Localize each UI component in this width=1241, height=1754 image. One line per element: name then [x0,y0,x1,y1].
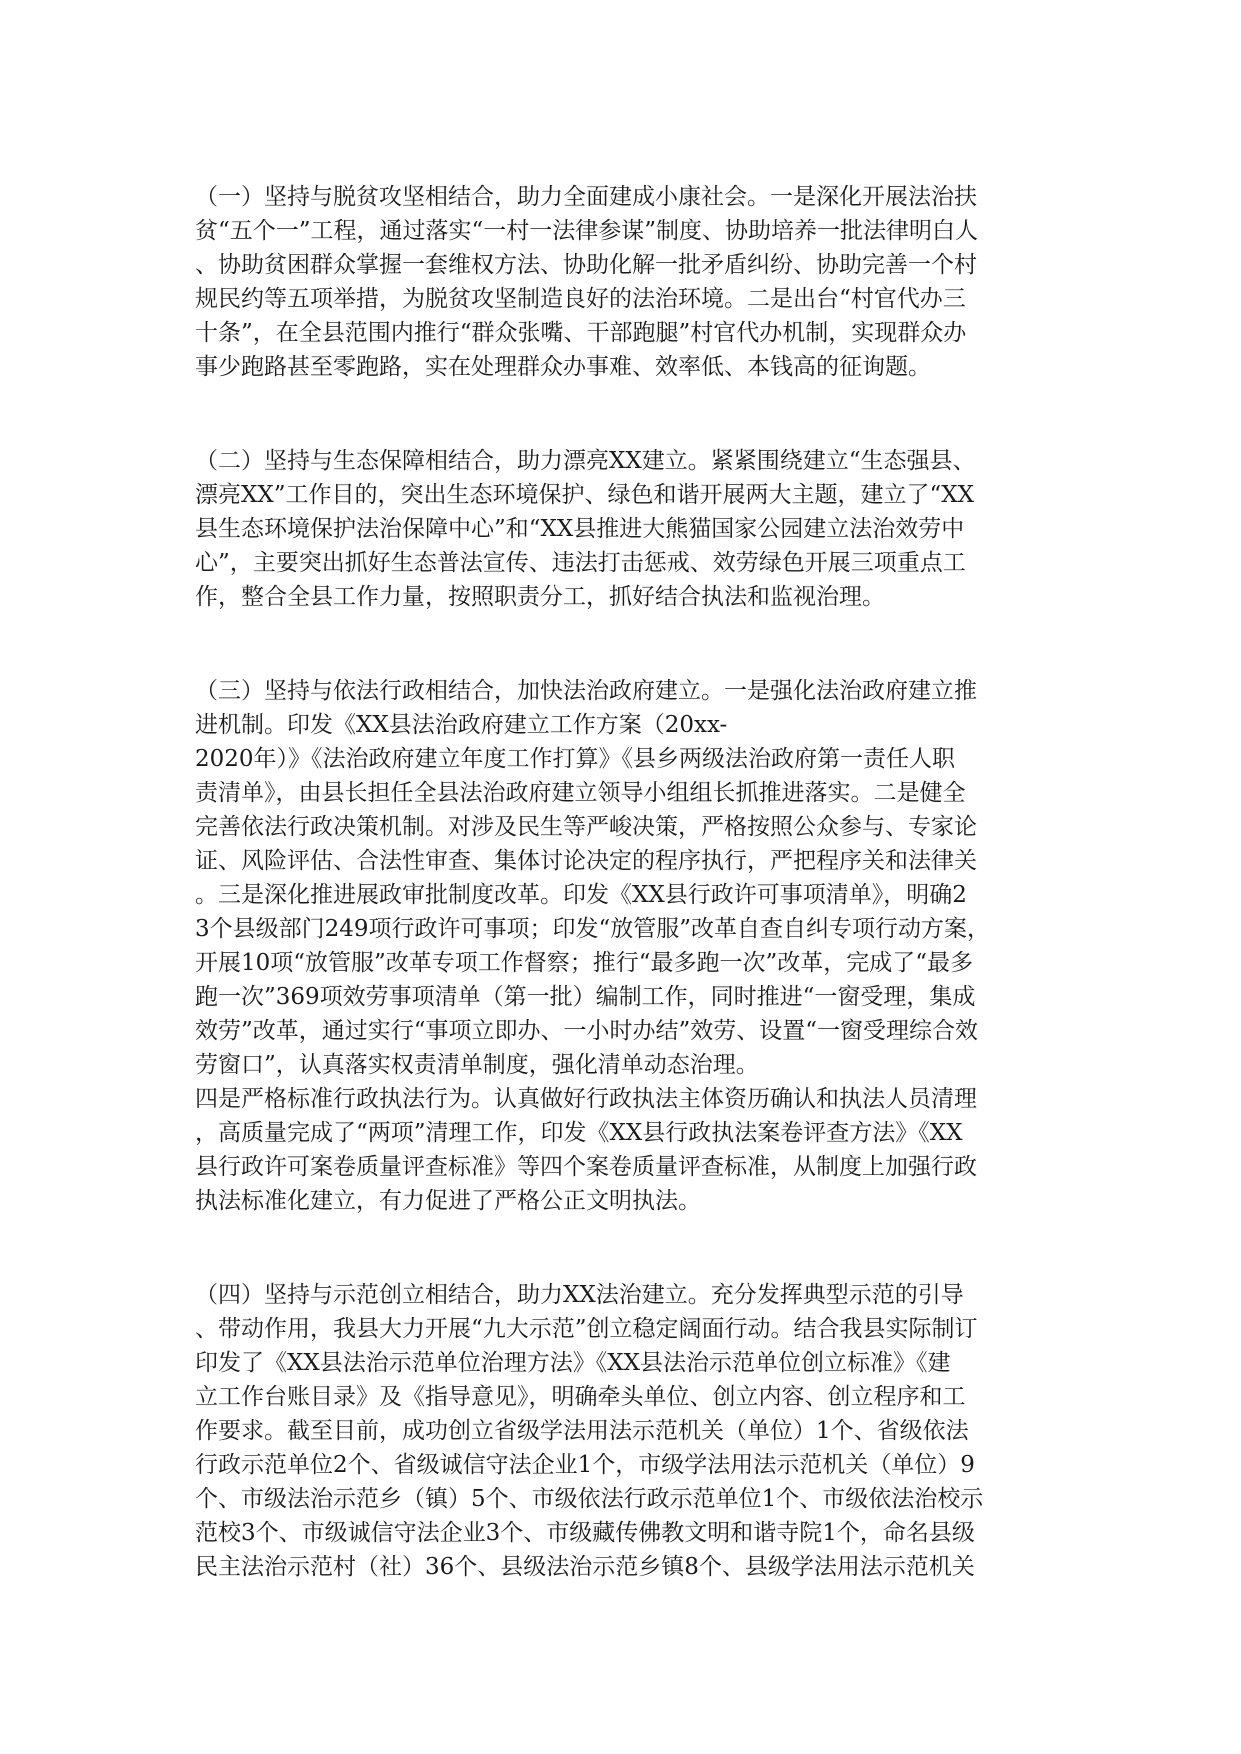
text-line: 劳窗口”，认真落实权责清单制度，强化清单动态治理。 [195,1052,759,1078]
text-line: 漂亮XX”工作目的，突出生态环境保护、绿色和谐开展两大主题，建立了“XX [195,482,975,508]
text-line: 3个县级部门249项行政许可事项；印发“放管服”改革自查自纠专项行动方案， [195,916,991,942]
text-line: 县生态环境保护法治保障中心”和“XX县推进大熊猫国家公园建立法治效劳中 [195,516,965,542]
text-line: 事少跑路甚至零跑路，实在处理群众办事难、效率低、本钱高的征询题。 [195,354,931,380]
text-line: 县行政许可案卷质量评查标准》等四个案卷质量评查标准，从制度上加强行政 [195,1154,977,1180]
paragraph-poverty-alleviation [195,180,1060,384]
text-line: 规民约等五项举措，为脱贫攻坚制造良好的法治环境。二是出台“村官代办三 [195,286,966,312]
text-line: 、协助贫困群众掌握一套维权方法、协助化解一批矛盾纠纷、协助完善一个村 [195,252,977,278]
text-line: 立工作台账目录》及《指导意见》，明确牵头单位、创立内容、创立程序和工 [195,1384,966,1410]
paragraph-demonstration [195,1278,1060,1584]
text-line: 2020年）》《法治政府建立年度工作打算》《县乡两级法治政府第一责任人职 [195,746,956,772]
paragraph-administration [195,674,1060,1218]
text-line: 责清单》，由县长担任全县法治政府建立领导小组组长抓推进落实。二是健全 [195,780,966,806]
text-line: 范校3个、市级诚信守法企业3个、市级藏传佛教文明和谐寺院1个，命名县级 [195,1520,975,1546]
text-line: 印发了《XX县法治示范单位治理方法》《XX县法治示范单位创立标准》《建 [195,1350,951,1376]
text-line: 进机制。印发《XX县法治政府建立工作方案（20xx- [195,712,728,738]
text-line: 民主法治示范村（社）36个、县级法治示范乡镇8个、县级学法用法示范机关 [195,1554,975,1580]
text-line: 作，整合全县工作力量，按照职责分工，抓好结合执法和监视治理。 [195,584,885,610]
text-line: 证、风险评估、合法性审查、集体讨论决定的程序执行，严把程序关和法律关 [195,848,977,874]
text-line: 十条”，在全县范围内推行“群众张嘴、干部跑腿”村官代办机制，实现群众办 [195,320,967,346]
text-line: 完善依法行政决策机制。对涉及民生等严峻决策，严格按照公众参与、专家论 [195,814,977,840]
text-line: 开展10项“放管服”改革专项工作督察；推行“最多跑一次”改革，完成了“最多 [195,950,974,976]
text-line: （三）坚持与依法行政相结合，加快法治政府建立。一是强化法治政府建立推 [195,678,977,704]
text-line: （一）坚持与脱贫攻坚相结合，助力全面建成小康社会。一是深化开展法治扶 [195,184,977,210]
paragraph-ecology [195,444,1060,614]
text-line: 。三是深化推进展政审批制度改革。印发《XX县行政许可事项清单》，明确2 [195,882,967,908]
text-line: 个、市级法治示范乡（镇）5个、市级依法行政示范单位1个、市级依法治校示 [195,1486,984,1512]
text-line: 作要求。截至目前，成功创立省级学法用法示范机关（单位）1个、省级依法 [195,1418,969,1444]
text-line: 效劳”改革，通过实行“事项立即办、一小时办结”效劳、设置“一窗受理综合效 [195,1018,979,1044]
text-line: （四）坚持与示范创立相结合，助力XX法治建立。充分发挥典型示范的引导 [195,1282,964,1308]
document-body [195,180,1060,1584]
text-line: 四是严格标准行政执法行为。认真做好行政执法主体资历确认和执法人员清理 [195,1086,977,1112]
text-line: ，高质量完成了“两项”清理工作，印发《XX县行政执法案卷评查方法》《XX [195,1120,963,1146]
text-line: 、带动作用，我县大力开展“九大示范”创立稳定阔面行动。结合我县实际制订 [195,1316,978,1342]
text-line: 心”，主要突出抓好生态普法宣传、违法打击惩戒、效劳绿色开展三项重点工 [195,550,966,576]
text-line: 跑一次”369项效劳事项清单（第一批）编制工作，同时推进“一窗受理，集成 [195,984,976,1010]
text-line: 执法标准化建立，有力促进了严格公正文明执法。 [195,1188,701,1214]
text-line: 行政示范单位2个、省级诚信守法企业1个，市级学法用法示范机关（单位）9 [195,1452,975,1478]
text-line: 贫“五个一”工程，通过落实“一村一法律参谋”制度、协助培养一批法律明白人 [195,218,979,244]
text-line: （二）坚持与生态保障相结合，助力漂亮XX建立。紧紧围绕建立“生态强县、 [195,448,976,474]
